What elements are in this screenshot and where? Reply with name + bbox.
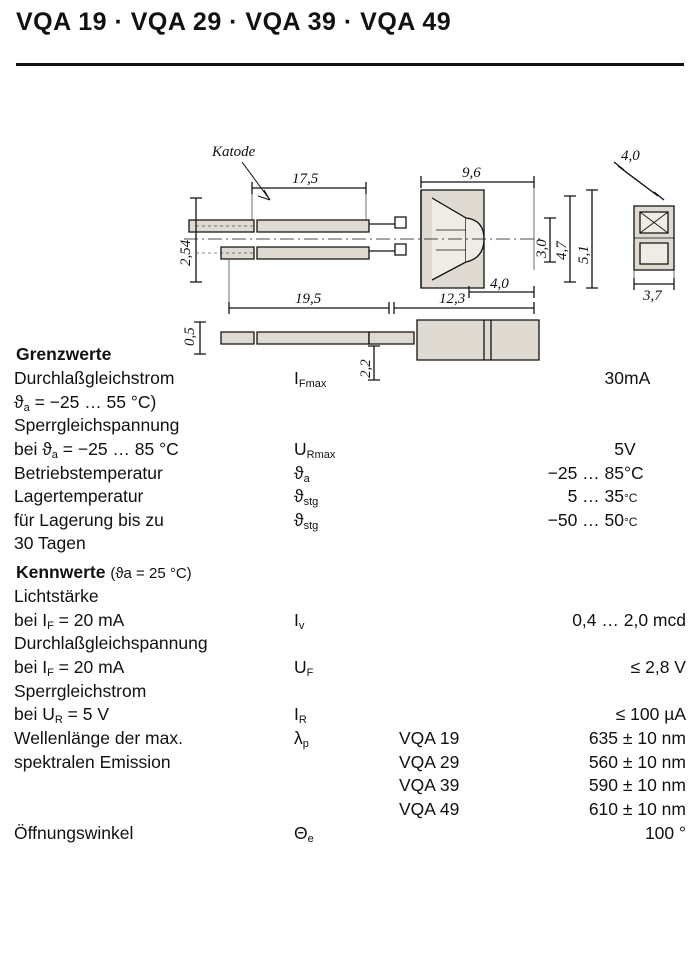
limits-row-3-label: bei $ϑ_a = -25$ … 85 °C bbox=[14, 438, 179, 461]
table-row bbox=[14, 680, 686, 704]
table-row bbox=[14, 632, 686, 656]
limits-row-5-value: 5 … 35 bbox=[567, 486, 624, 507]
table-row bbox=[14, 798, 686, 822]
limits-row-3-unit: V bbox=[624, 438, 636, 459]
limits-row-5-label: Lagertemperatur bbox=[14, 486, 144, 507]
limits-row-3-value: 5 bbox=[614, 438, 624, 459]
char-row-0-label: Lichtstärke bbox=[14, 586, 99, 607]
limits-row-0-value: 30 bbox=[604, 368, 624, 388]
limits-heading: Grenzwerte bbox=[16, 344, 112, 364]
char-row-5-value: ≤ 100 µA bbox=[615, 704, 686, 725]
limits-row-5-symbol: $ϑ_{stg}$ bbox=[294, 486, 319, 509]
char-row-6-symbol: $\lambda_p$ bbox=[294, 727, 309, 750]
char-row-1-value: 0,4 … 2,0 mcd bbox=[572, 609, 686, 630]
char-row-7-type: VQA 29 bbox=[399, 751, 460, 772]
limits-row-6-symbol: $ϑ_{stg}$ bbox=[294, 509, 319, 532]
char-row-3-value: ≤ 2,8 V bbox=[630, 657, 686, 678]
limits-row-4-value: −25 … 85 bbox=[547, 462, 624, 483]
limits-row-3-symbol: $U_{Rmax}$ bbox=[294, 438, 336, 461]
limits-row-6-unit: °C bbox=[624, 514, 638, 529]
page-title: VQA 19 · VQA 29 · VQA 39 · VQA 49 bbox=[16, 8, 452, 36]
dim-19-5: 19,5 bbox=[295, 291, 322, 307]
char-row-2-label: Durchlaßgleichspannung bbox=[14, 633, 208, 654]
limits-row-0-type bbox=[399, 367, 494, 391]
limits-row-5-unit: °C bbox=[624, 491, 638, 506]
char-row-3-label: bei $I_F = 20$ mA bbox=[14, 657, 125, 680]
table-row bbox=[14, 656, 686, 680]
drawing-label-katode: Katode bbox=[212, 144, 256, 160]
table-row bbox=[14, 532, 686, 556]
limits-row-4-unit: °C bbox=[624, 462, 644, 483]
table-row bbox=[14, 367, 686, 391]
char-row-8-value: 590 ± 10 nm bbox=[588, 775, 686, 796]
dim-9-6: 9,6 bbox=[462, 165, 481, 181]
table-row bbox=[14, 462, 686, 486]
table-row bbox=[14, 703, 686, 727]
char-row-10-label: Öffnungswinkel bbox=[14, 822, 134, 843]
table-row bbox=[14, 774, 686, 798]
dim-4-7: 4,7 bbox=[554, 241, 570, 260]
table-row bbox=[14, 414, 686, 438]
char-row-10-value: 100 ° bbox=[644, 822, 686, 843]
limits-row-7-label: 30 Tagen bbox=[14, 533, 86, 554]
char-row-1-label: bei $I_F = 20$ mA bbox=[14, 609, 125, 632]
limits-row-6-label: für Lagerung bis zu bbox=[14, 509, 164, 530]
limits-row-4-label: Betriebstemperatur bbox=[14, 462, 163, 483]
dim-2-2: 2,2 bbox=[358, 359, 374, 378]
characteristics-table bbox=[14, 585, 686, 845]
dim-5-1: 5,1 bbox=[576, 245, 592, 264]
char-row-6-type: VQA 19 bbox=[399, 727, 460, 748]
char-row-7-value: 560 ± 10 nm bbox=[588, 751, 686, 772]
title-divider bbox=[16, 63, 684, 66]
dim-12-3: 12,3 bbox=[439, 291, 466, 307]
characteristics-heading-condition: (ϑa = 25 °C) bbox=[110, 565, 192, 583]
char-row-5-symbol: $I_R$ bbox=[294, 704, 307, 727]
char-row-9-value: 610 ± 10 nm bbox=[588, 798, 686, 819]
dim-2-54: 2,54 bbox=[178, 239, 194, 266]
dim-4-0-top: 4,0 bbox=[621, 148, 640, 164]
limits-row-0-unit: mA bbox=[624, 368, 651, 388]
table-row bbox=[14, 438, 686, 462]
limits-row-6-value: −50 … 50 bbox=[547, 509, 624, 530]
char-row-3-symbol: $U_F$ bbox=[294, 657, 314, 680]
table-row bbox=[14, 391, 686, 415]
limits-row-0-label: Durchlaßgleichstrom bbox=[14, 368, 175, 388]
characteristics-heading-label: Kennwerte bbox=[16, 562, 106, 583]
limits-row-1-label: $ϑ_a = -25$ … 55 °C) bbox=[14, 391, 157, 414]
dim-3-7: 3,7 bbox=[643, 288, 662, 304]
table-row bbox=[14, 585, 686, 609]
char-row-8-type: VQA 39 bbox=[399, 775, 460, 796]
char-row-5-label: bei $U_R = 5$ V bbox=[14, 704, 110, 727]
dim-17-5: 17,5 bbox=[292, 171, 319, 187]
char-row-10-symbol: $\Theta_e$ bbox=[294, 822, 314, 845]
char-row-6-label: Wellenlänge der max. bbox=[14, 727, 183, 748]
char-row-4-label: Sperrgleichstrom bbox=[14, 680, 147, 701]
limits-row-2-label: Sperrgleichspannung bbox=[14, 415, 180, 436]
char-row-7-label: spektralen Emission bbox=[14, 751, 171, 772]
limits-table bbox=[14, 367, 686, 556]
table-row bbox=[14, 509, 686, 533]
table-row bbox=[14, 727, 686, 751]
dim-0-5: 0,5 bbox=[182, 327, 198, 346]
dim-3-0: 3,0 bbox=[534, 239, 550, 258]
table-row bbox=[14, 822, 686, 846]
table-row bbox=[14, 609, 686, 633]
characteristics-heading bbox=[14, 562, 686, 583]
table-row bbox=[14, 485, 686, 509]
table-row bbox=[14, 751, 686, 775]
limits-row-4-symbol: $ϑ_a$ bbox=[294, 462, 310, 485]
char-row-1-symbol: $I_v$ bbox=[294, 609, 305, 632]
char-row-9-type: VQA 49 bbox=[399, 798, 460, 819]
char-row-6-value: 635 ± 10 nm bbox=[588, 727, 686, 748]
limits-row-0-symbol: $I_{Fmax}$ bbox=[294, 368, 327, 390]
dim-4-0-mid: 4,0 bbox=[490, 276, 509, 292]
